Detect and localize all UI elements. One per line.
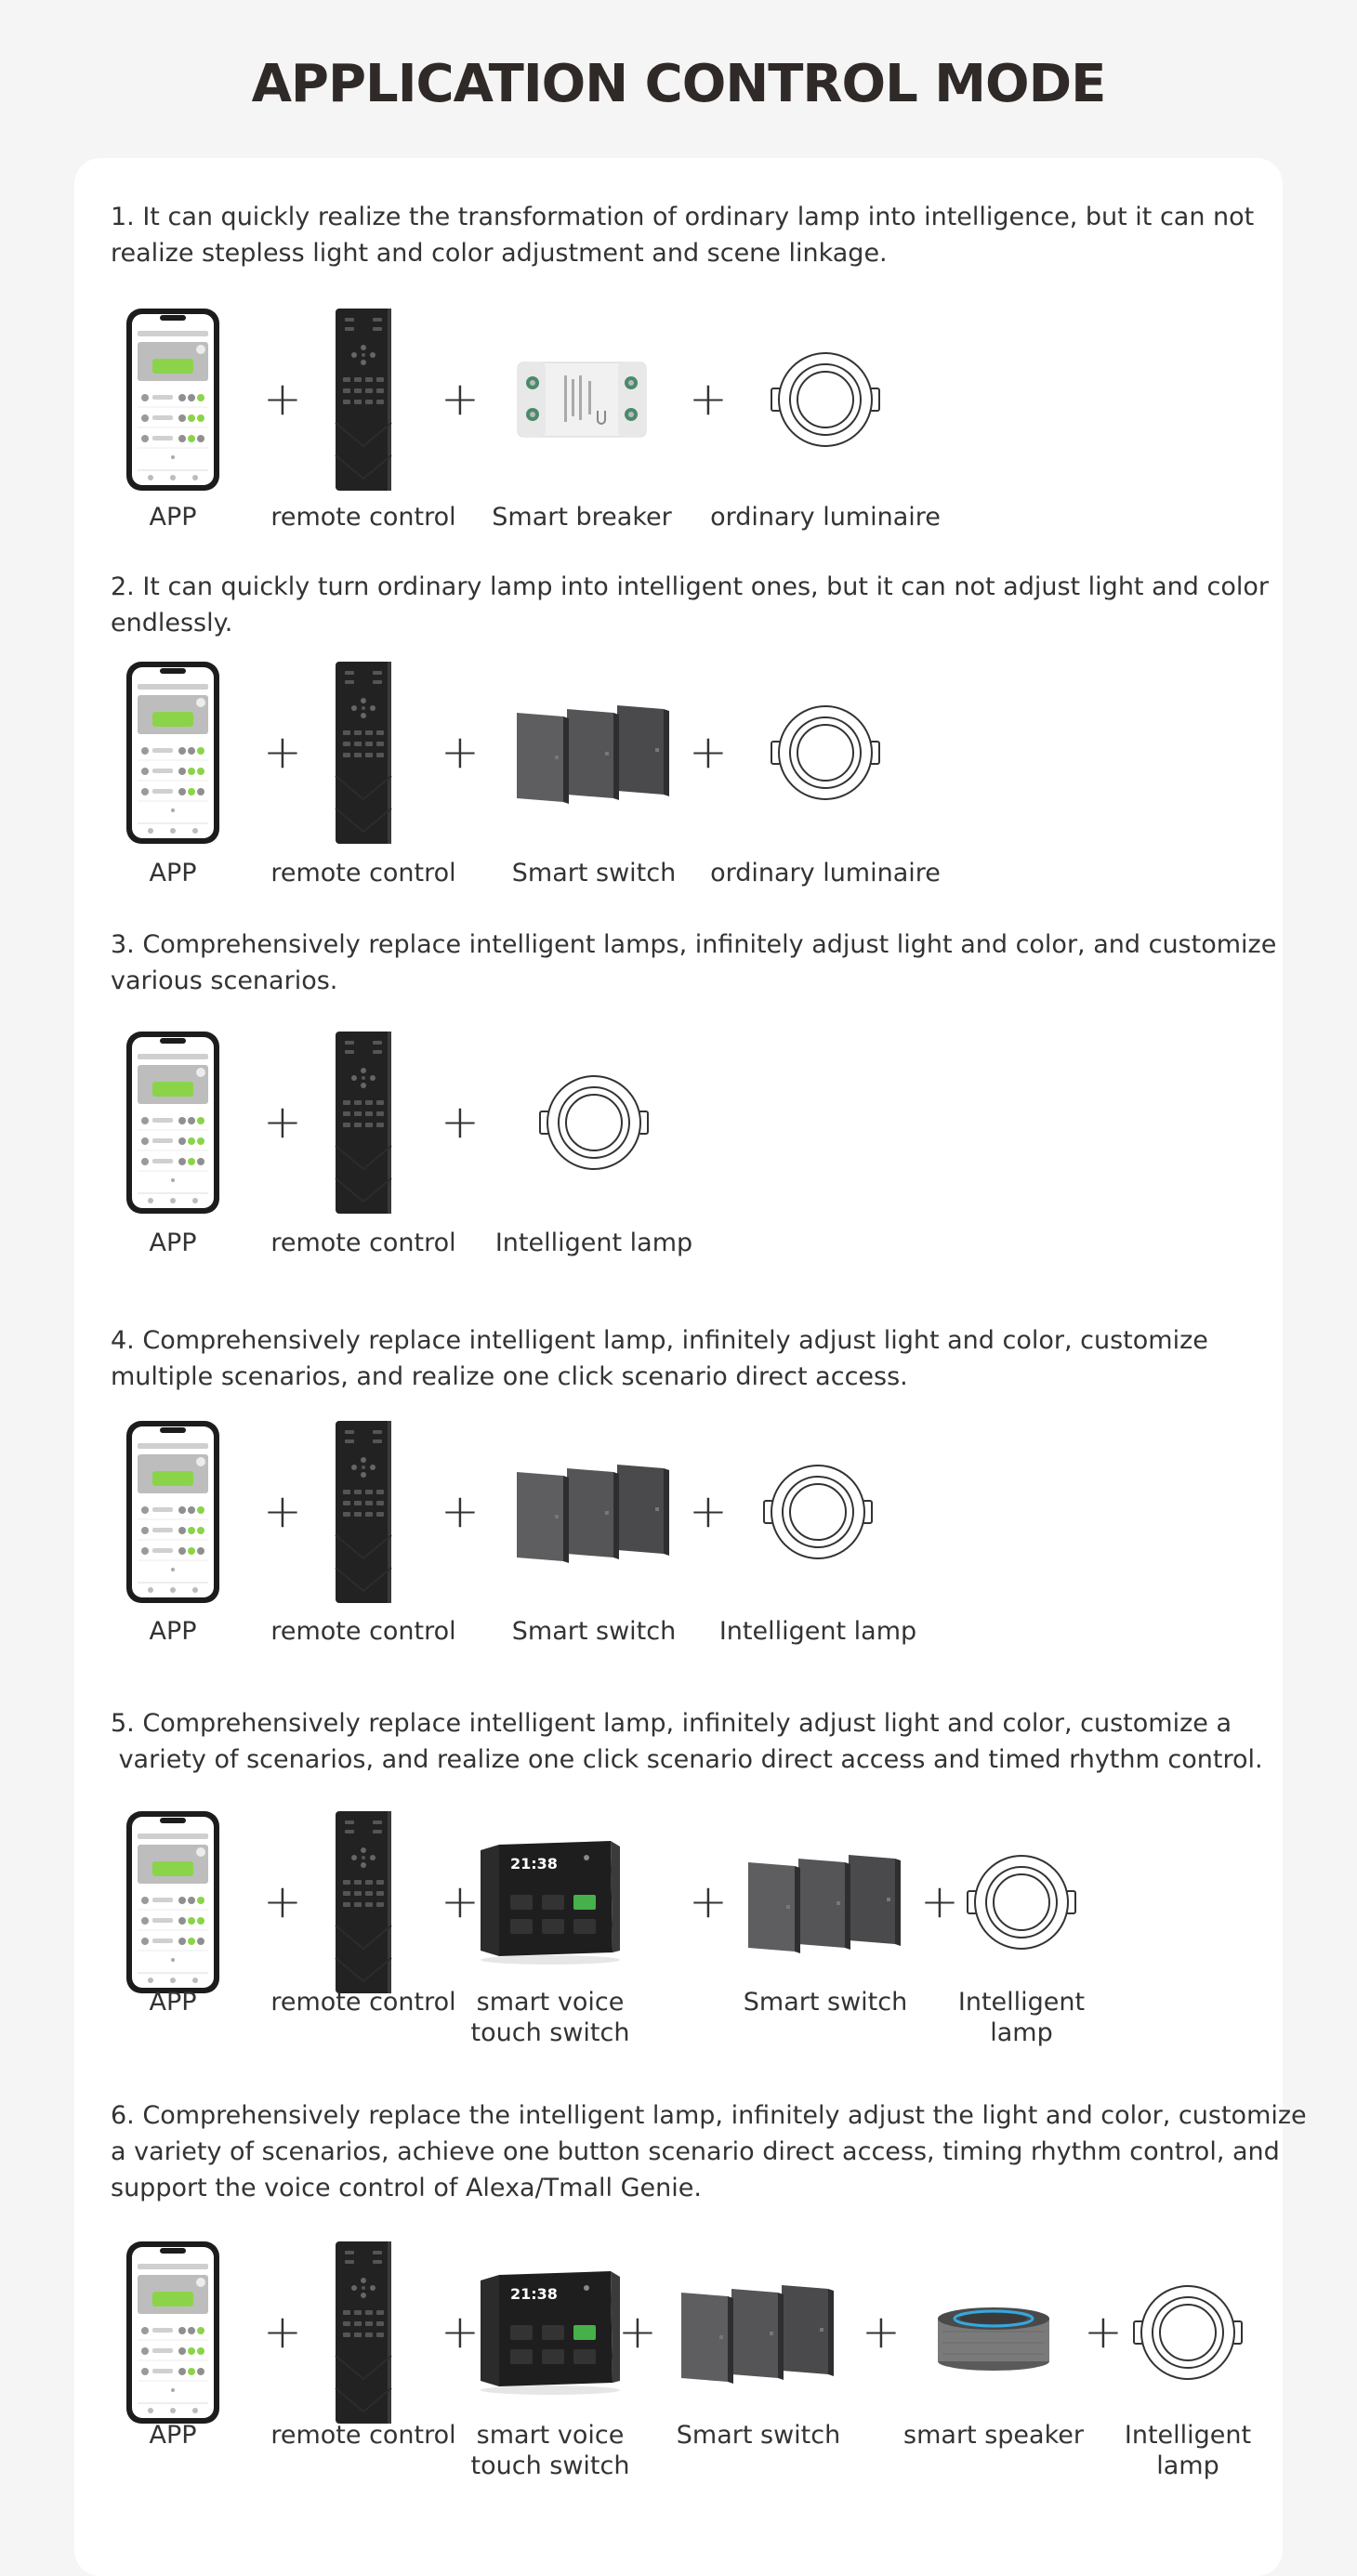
remote-control-icon [334,307,393,493]
item-label: remote control [270,1988,456,2017]
phone-app-icon [125,1419,221,1605]
item-label: APP [149,2421,197,2450]
item-label: APP [149,1229,197,1257]
item-label: Smart switch [511,1617,677,1646]
phone-app-icon [125,307,221,493]
item-label: smart voice touch switch [470,2421,630,2480]
phone-app-icon [125,1030,221,1216]
mode-description: 3. Comprehensively replace intelligent lamps, infinitely adjust light and color, and customize various scenarios. [111,930,1277,995]
plus-sign: + [689,1484,728,1538]
plus-sign: + [689,1874,728,1928]
item-label: ordinary luminaire [710,503,941,532]
item-label: APP [149,1617,197,1646]
plus-sign: + [618,2305,657,2359]
item-label: APP [149,1988,197,2017]
item-label: Intelligent lamp [1124,2421,1252,2480]
item-label: Smart switch [743,1988,908,2017]
plus-sign: + [689,372,728,426]
plus-sign: + [441,1484,480,1538]
voice-touch-switch-icon [471,1837,629,1967]
item-label: smart voice touch switch [470,1988,630,2047]
lamp-icon [1132,2277,1244,2388]
screen-time: 21:38 [510,1855,558,1873]
plus-sign: + [441,1874,480,1928]
item-label: Smart breaker [492,503,672,532]
page-title: APPLICATION CONTROL MODE [251,54,1106,114]
item-label: smart speaker [903,2421,1084,2450]
mode-description: 4. Comprehensively replace intelligent lamp, infinitely adjust light and color, customize multiple scenarios, and realize one click scenario direct access. [111,1326,1208,1391]
lamp-icon [770,697,881,808]
smart-switch-icon [515,1461,673,1563]
plus-sign: + [920,1874,959,1928]
plus-sign: + [1084,2305,1123,2359]
lamp-icon [966,1847,1077,1958]
mode-description: 2. It can quickly turn ordinary lamp into intelligent ones, but it can not adjust light and color endlessly. [111,572,1269,637]
phone-app-icon [125,1809,221,1995]
remote-control-icon [334,660,393,846]
plus-sign: + [441,372,480,426]
lamp-icon [770,344,881,455]
plus-sign: + [689,725,728,779]
item-label: remote control [270,2421,456,2450]
smart-switch-icon [679,2281,837,2384]
remote-control-icon [334,1809,393,1995]
mode-description: 1. It can quickly realize the transformation of ordinary lamp into intelligence, but it can not realize stepless light and color adjustment and scene linkage. [111,203,1255,268]
item-label: Smart switch [676,2421,841,2450]
plus-sign: + [862,2305,901,2359]
plus-sign: + [263,725,302,779]
item-label: ordinary luminaire [710,859,941,887]
remote-control-icon [334,2240,393,2425]
item-label: remote control [270,503,456,532]
plus-sign: + [263,1874,302,1928]
mode-description: 5. Comprehensively replace intelligent lamp, infinitely adjust light and color, customize a variety of scenarios, and realize one click scenario direct access and timed rhythm control. [111,1709,1263,1774]
plus-sign: + [441,725,480,779]
smart-breaker-icon [512,353,652,446]
item-label: Intelligent lamp [494,1229,693,1257]
item-label: remote control [270,1617,456,1646]
plus-sign: + [441,1095,480,1149]
lamp-icon [762,1456,874,1568]
screen-time: 21:38 [510,2285,558,2303]
smart-switch-icon [746,1851,904,1953]
remote-control-icon [334,1419,393,1605]
content-card [74,158,1307,2576]
item-label: APP [149,503,197,532]
plus-sign: + [263,372,302,426]
plus-sign: + [263,1095,302,1149]
item-label: APP [149,859,197,887]
phone-app-icon [125,2240,221,2425]
smart-switch-icon [515,702,673,804]
item-label: Intelligent lamp [957,1988,1086,2047]
plus-sign: + [263,2305,302,2359]
plus-sign: + [441,2305,480,2359]
mode-description: 6. Comprehensively replace the intelligent lamp, infinitely adjust the light and color, customize a variety of scenarios, achieve one button scenario direct access, timing rhythm control, and support the voice control of Alexa/Tmall Genie. [111,2101,1307,2202]
plus-sign: + [263,1484,302,1538]
item-label: Intelligent lamp [718,1617,917,1646]
lamp-icon [538,1067,650,1178]
voice-touch-switch-icon [471,2267,629,2398]
phone-app-icon [125,660,221,846]
item-label: remote control [270,1229,456,1257]
item-label: Smart switch [511,859,677,887]
smart-speaker-icon [933,2291,1054,2374]
item-label: remote control [270,859,456,887]
remote-control-icon [334,1030,393,1216]
